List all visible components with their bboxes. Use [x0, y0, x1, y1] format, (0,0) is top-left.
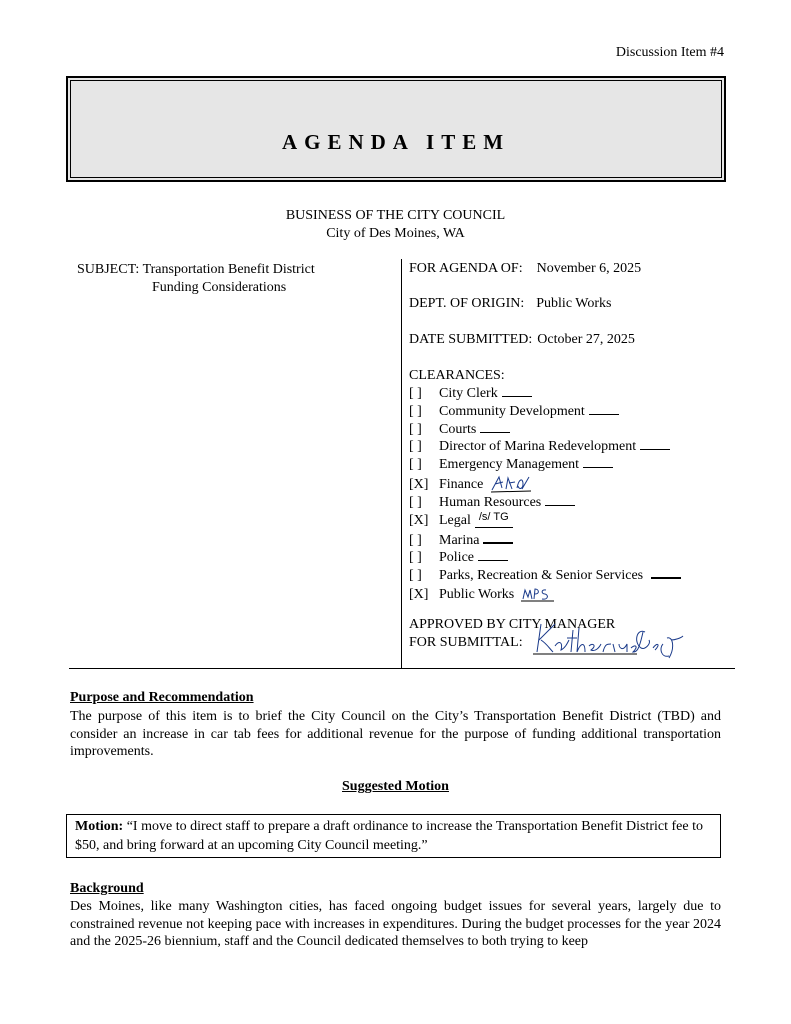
section-divider [69, 668, 735, 669]
approval-label: FOR SUBMITTAL: [409, 635, 523, 650]
clearance-name: Human Resources [439, 494, 542, 510]
signature-blank [478, 550, 508, 561]
purpose-text: The purpose of this item is to brief the City Council on the City’s Transportation Benefit District (TBD) and consider an increase in car tab fees for additional revenue for the purpose of funding additional transportation improvements. [70, 709, 721, 759]
submitted-row [409, 332, 635, 348]
clearance-name: Emergency Management [439, 457, 580, 473]
clearance-name: Community Development [439, 403, 585, 419]
clearances-list [409, 385, 681, 604]
legal-signature: /s/ TG [475, 509, 513, 528]
city-heading: City of Des Moines, WA [326, 226, 465, 241]
clearance-name: Parks, Recreation & Senior Services [439, 568, 644, 584]
motion-box [66, 814, 721, 858]
clearance-name: City Clerk [439, 386, 498, 401]
agenda-title-box [66, 76, 726, 182]
clearance-checkbox: [ ] [409, 386, 422, 401]
clearance-checkbox: [ ] [409, 457, 422, 473]
clearance-checkbox: [ ] [409, 403, 422, 419]
agenda-of-row [409, 261, 641, 277]
signature-blank [583, 457, 613, 468]
finance-signature [489, 474, 533, 494]
clearance-checkbox: [ ] [409, 550, 422, 566]
clearance-name: Marina [439, 532, 480, 548]
signature-blank [502, 386, 532, 397]
clearance-item [409, 438, 681, 456]
clearance-name: Finance [439, 476, 484, 492]
suggested-motion-heading: Suggested Motion [342, 779, 449, 794]
approval-line1: APPROVED BY CITY MANAGER [409, 617, 616, 632]
motion-label: Motion: [75, 819, 124, 834]
clearance-item [409, 567, 681, 585]
clearance-name: Public Works [439, 586, 515, 602]
clearance-item [409, 385, 681, 403]
clearance-checkbox: [X] [409, 586, 429, 602]
submitted-label: DATE SUBMITTED: [409, 332, 533, 347]
clearance-item [409, 421, 681, 439]
dept-label: DEPT. OF ORIGIN: [409, 296, 525, 311]
purpose-heading: Purpose and Recommendation [70, 690, 254, 705]
clearance-item [409, 532, 681, 550]
clearance-item [409, 494, 681, 512]
subject-block [77, 261, 315, 297]
signature-blank [480, 422, 510, 433]
clearance-name: Director of Marina Redevelopment [439, 439, 637, 455]
subject-line2: Funding Considerations [152, 280, 287, 295]
clearance-checkbox: [ ] [409, 568, 422, 584]
clearance-name: Courts [439, 421, 477, 437]
clearance-item [409, 456, 681, 474]
clearance-item [409, 512, 681, 532]
dept-value: Public Works [536, 296, 612, 311]
clearances-label: CLEARANCES: [409, 368, 505, 383]
agenda-of-value: November 6, 2025 [536, 261, 642, 276]
signature-blank [651, 567, 681, 579]
city-manager-signature [533, 618, 693, 662]
column-divider [401, 259, 402, 669]
clearance-item [409, 549, 681, 567]
clearance-checkbox: [ ] [409, 494, 422, 510]
signature-blank [589, 404, 619, 415]
agenda-title: AGENDA ITEM [281, 129, 511, 154]
clearance-checkbox: [ ] [409, 532, 422, 548]
discussion-item-label: Discussion Item #4 [615, 45, 724, 60]
public-works-signature [520, 585, 556, 603]
signature-blank [483, 532, 513, 544]
background-heading: Background [70, 881, 144, 896]
clearance-checkbox: [X] [409, 476, 429, 492]
signature-blank [640, 439, 670, 450]
agenda-of-label: FOR AGENDA OF: [409, 261, 523, 276]
clearance-checkbox: [X] [409, 512, 429, 528]
approval-line2 [409, 635, 523, 651]
submitted-value: October 27, 2025 [537, 332, 635, 347]
clearance-name: Police [439, 550, 474, 566]
clearance-item [409, 585, 681, 604]
signature-blank [545, 495, 575, 506]
dept-row [409, 296, 611, 312]
background-text: Des Moines, like many Washington cities, has faced ongoing budget issues for several years, largely due to constrained revenue not keeping pace with increases in expenditures. During the budget processes for the year 2024 and the 2025-26 biennium, staff and the Council dedicated themselves to both trying to keep [70, 899, 721, 949]
clearance-checkbox: [ ] [409, 439, 422, 455]
subject-label: SUBJECT: [77, 262, 140, 277]
clearance-item [409, 474, 681, 494]
clearance-checkbox: [ ] [409, 421, 422, 437]
motion-text: “I move to direct staff to prepare a draft ordinance to increase the Transportation Benefit District fee to $50, and bring forward at an upcoming City Council meeting.” [75, 819, 703, 853]
clearance-item [409, 403, 681, 421]
clearance-name: Legal [439, 512, 471, 528]
council-heading: BUSINESS OF THE CITY COUNCIL [285, 208, 506, 223]
subject-line1: Transportation Benefit District [142, 262, 315, 277]
